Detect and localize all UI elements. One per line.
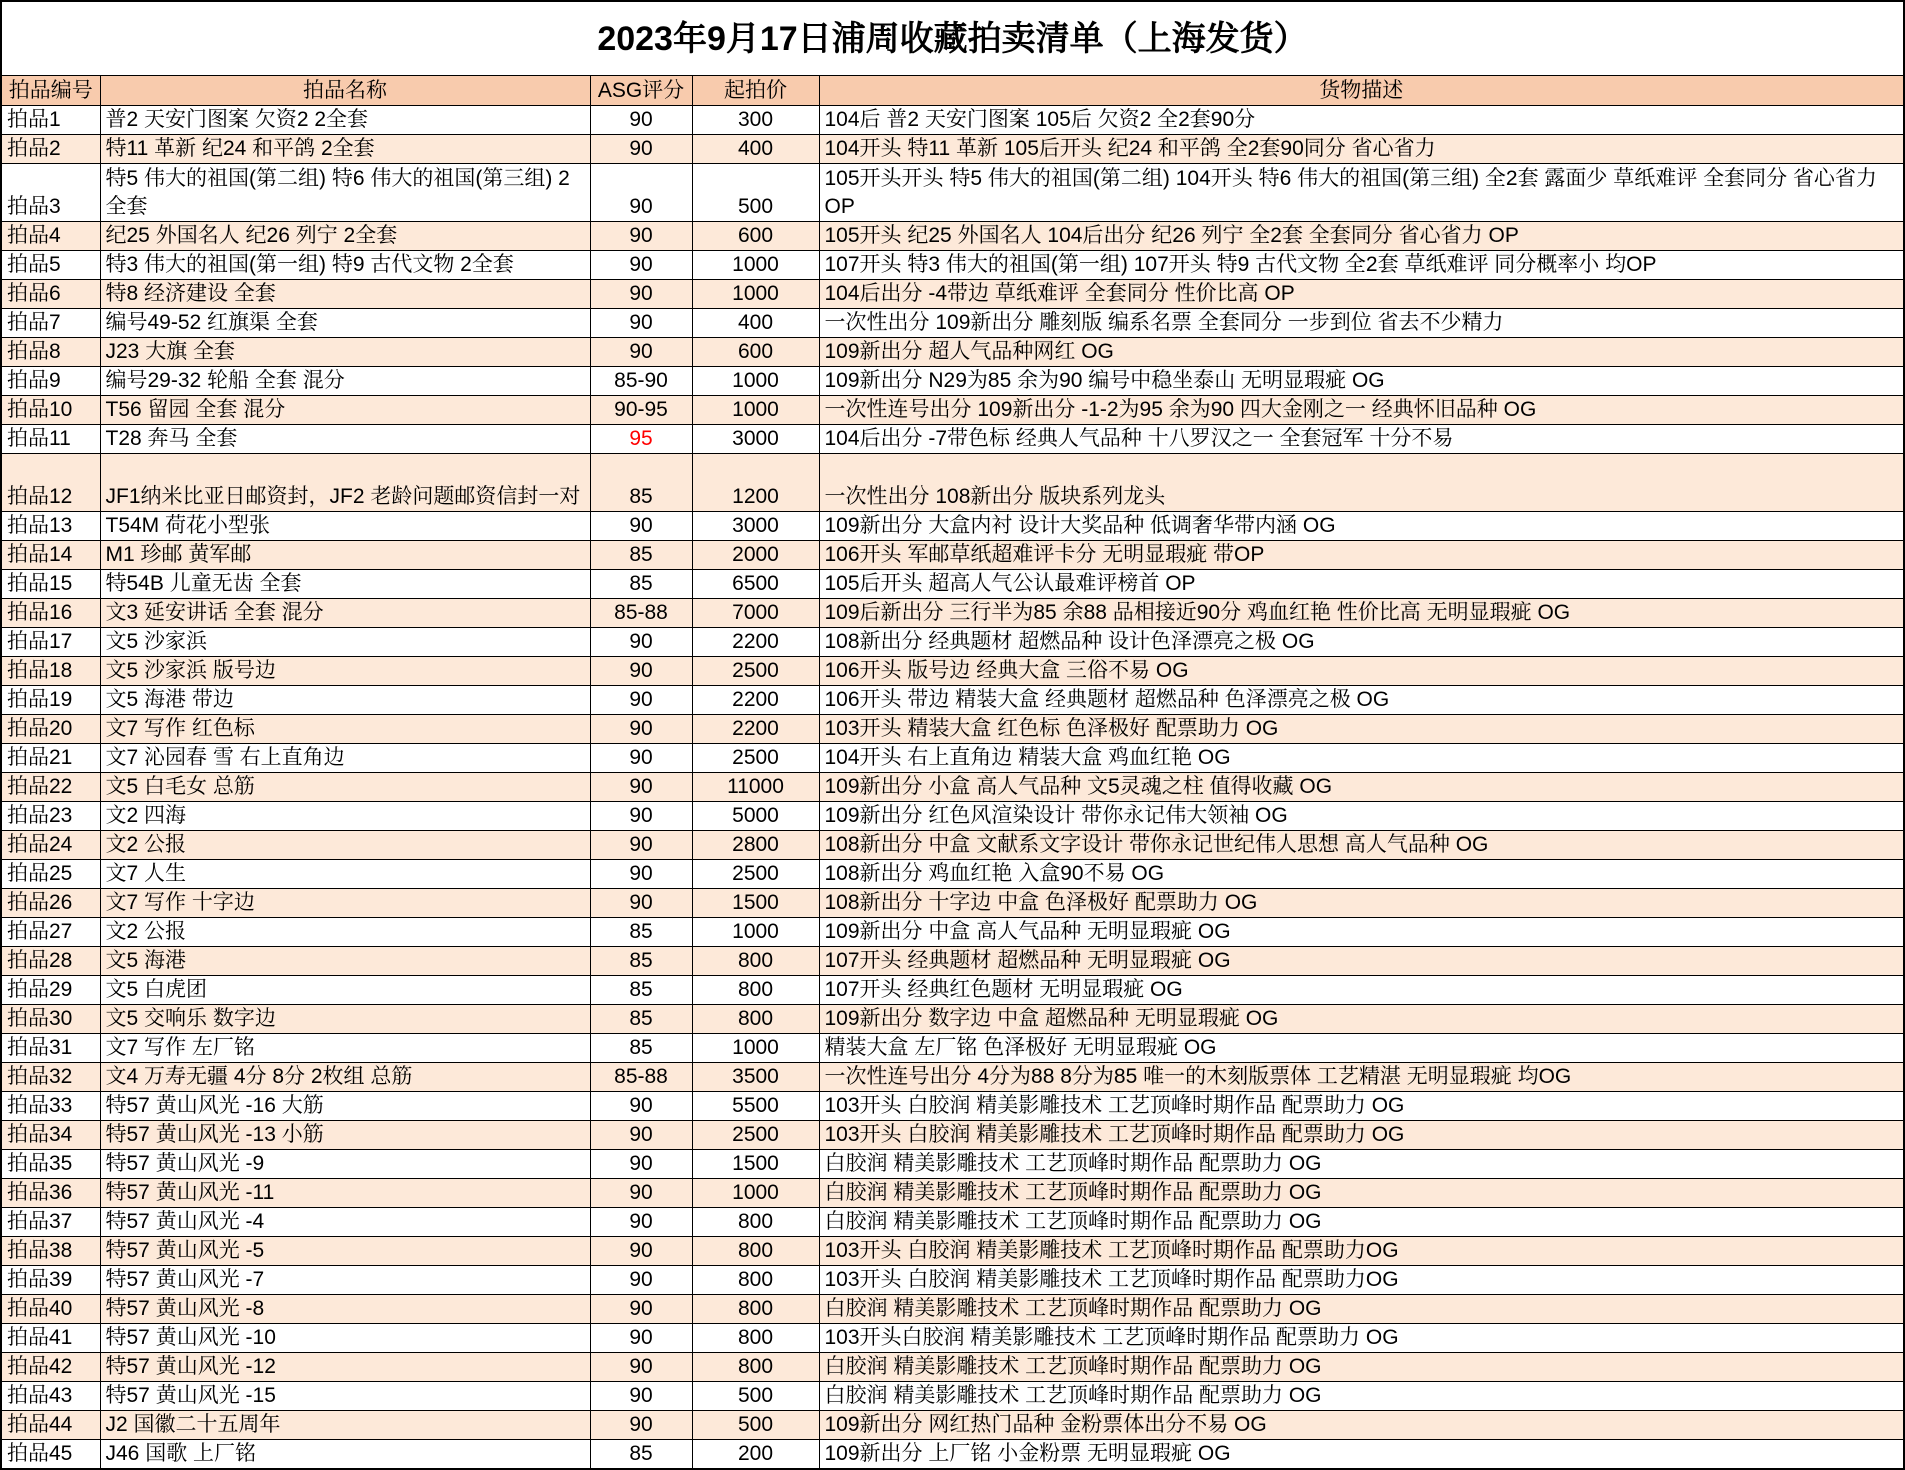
table-row [2, 1352, 1903, 1381]
cell-score: 90 [590, 1207, 692, 1236]
table-row [2, 134, 1903, 163]
cell-score: 90 [590, 888, 692, 917]
cell-name: 文5 交响乐 数字边 [100, 1004, 590, 1033]
cell-score: 90 [590, 1265, 692, 1294]
header-price: 起拍价 [692, 76, 819, 105]
cell-price: 2500 [692, 656, 819, 685]
cell-desc: 104后出分 -7带色标 经典人气品种 十八罗汉之一 全套冠军 十分不易 [819, 424, 1903, 453]
cell-desc: 109新出分 小盒 高人气品种 文5灵魂之柱 值得收藏 OG [819, 772, 1903, 801]
table-row [2, 453, 1903, 511]
table-row [2, 163, 1903, 221]
cell-score: 90 [590, 1120, 692, 1149]
cell-price: 800 [692, 1323, 819, 1352]
cell-name: 文7 沁园春 雪 右上直角边 [100, 743, 590, 772]
table-row [2, 1178, 1903, 1207]
cell-id: 拍品35 [2, 1149, 100, 1178]
sheet-title: 2023年9月17日浦周收藏拍卖清单（上海发货） [2, 2, 1903, 76]
cell-name: M1 珍邮 黄军邮 [100, 540, 590, 569]
table-row [2, 1381, 1903, 1410]
cell-id: 拍品12 [2, 453, 100, 511]
table-row [2, 221, 1903, 250]
table-row [2, 1062, 1903, 1091]
table-row [2, 308, 1903, 337]
cell-id: 拍品3 [2, 163, 100, 221]
cell-desc: 白胶润 精美影雕技术 工艺顶峰时期作品 配票助力 OG [819, 1178, 1903, 1207]
cell-score: 85 [590, 1004, 692, 1033]
cell-id: 拍品9 [2, 366, 100, 395]
cell-name: 特57 黄山风光 -16 大筋 [100, 1091, 590, 1120]
cell-id: 拍品41 [2, 1323, 100, 1352]
cell-score: 90 [590, 163, 692, 221]
cell-score: 90 [590, 1091, 692, 1120]
cell-score: 90 [590, 134, 692, 163]
cell-name: 文5 海港 [100, 946, 590, 975]
cell-name: 文2 公报 [100, 917, 590, 946]
cell-desc: 106开头 带边 精装大盒 经典题材 超燃品种 色泽漂亮之极 OG [819, 685, 1903, 714]
cell-id: 拍品13 [2, 511, 100, 540]
cell-id: 拍品32 [2, 1062, 100, 1091]
cell-name: 纪25 外国名人 纪26 列宁 2全套 [100, 221, 590, 250]
cell-desc: 104开头 右上直角边 精装大盒 鸡血红艳 OG [819, 743, 1903, 772]
cell-name: 文7 人生 [100, 859, 590, 888]
table-row [2, 569, 1903, 598]
cell-id: 拍品30 [2, 1004, 100, 1033]
table-row [2, 395, 1903, 424]
table-row [2, 772, 1903, 801]
cell-id: 拍品22 [2, 772, 100, 801]
cell-price: 2200 [692, 685, 819, 714]
cell-score: 90 [590, 859, 692, 888]
cell-name: 特57 黄山风光 -4 [100, 1207, 590, 1236]
auction-table [2, 76, 1903, 1469]
cell-price: 600 [692, 337, 819, 366]
cell-name: 特5 伟大的祖国(第二组) 特6 伟大的祖国(第三组) 2全套 [100, 163, 590, 221]
table-row [2, 830, 1903, 859]
cell-price: 800 [692, 1294, 819, 1323]
cell-price: 1000 [692, 1033, 819, 1062]
table-row [2, 1323, 1903, 1352]
cell-id: 拍品42 [2, 1352, 100, 1381]
cell-name: 特57 黄山风光 -9 [100, 1149, 590, 1178]
cell-desc: 104后 普2 天安门图案 105后 欠资2 全2套90分 [819, 105, 1903, 134]
cell-id: 拍品2 [2, 134, 100, 163]
cell-name: 特8 经济建设 全套 [100, 279, 590, 308]
cell-price: 7000 [692, 598, 819, 627]
table-row [2, 801, 1903, 830]
cell-desc: 109新出分 大盒内衬 设计大奖品种 低调奢华带内涵 OG [819, 511, 1903, 540]
cell-score: 90 [590, 743, 692, 772]
cell-desc: 白胶润 精美影雕技术 工艺顶峰时期作品 配票助力 OG [819, 1352, 1903, 1381]
cell-id: 拍品36 [2, 1178, 100, 1207]
cell-score: 85 [590, 1033, 692, 1062]
table-row [2, 1149, 1903, 1178]
cell-score: 95 [590, 424, 692, 453]
header-desc: 货物描述 [819, 76, 1903, 105]
cell-desc: 一次性出分 108新出分 版块系列龙头 [819, 453, 1903, 511]
cell-score: 90 [590, 511, 692, 540]
cell-id: 拍品44 [2, 1410, 100, 1439]
cell-desc: 107开头 特3 伟大的祖国(第一组) 107开头 特9 古代文物 全2套 草纸难评 同分概率小 均OP [819, 250, 1903, 279]
cell-score: 85 [590, 453, 692, 511]
cell-price: 1200 [692, 453, 819, 511]
cell-price: 1000 [692, 395, 819, 424]
cell-score: 90 [590, 1294, 692, 1323]
cell-price: 300 [692, 105, 819, 134]
cell-id: 拍品14 [2, 540, 100, 569]
cell-name: 普2 天安门图案 欠资2 2全套 [100, 105, 590, 134]
cell-id: 拍品45 [2, 1439, 100, 1468]
cell-price: 2200 [692, 627, 819, 656]
cell-score: 85 [590, 946, 692, 975]
cell-desc: 108新出分 经典题材 超燃品种 设计色泽漂亮之极 OG [819, 627, 1903, 656]
cell-desc: 105开头开头 特5 伟大的祖国(第二组) 104开头 特6 伟大的祖国(第三组) 全2套 露面少 草纸难评 全套同分 省心省力 OP [819, 163, 1903, 221]
cell-score: 90 [590, 250, 692, 279]
cell-score: 90 [590, 1236, 692, 1265]
cell-price: 400 [692, 134, 819, 163]
table-row [2, 743, 1903, 772]
cell-name: 文5 白虎团 [100, 975, 590, 1004]
cell-price: 5000 [692, 801, 819, 830]
cell-score: 90 [590, 221, 692, 250]
table-row [2, 1439, 1903, 1468]
table-row [2, 1265, 1903, 1294]
cell-price: 3500 [692, 1062, 819, 1091]
cell-score: 90 [590, 105, 692, 134]
cell-price: 1500 [692, 1149, 819, 1178]
cell-score: 85-88 [590, 598, 692, 627]
cell-id: 拍品24 [2, 830, 100, 859]
cell-name: T54M 荷花小型张 [100, 511, 590, 540]
cell-id: 拍品28 [2, 946, 100, 975]
cell-name: 特57 黄山风光 -12 [100, 1352, 590, 1381]
cell-desc: 109新出分 红色风渲染设计 带你永记伟大领袖 OG [819, 801, 1903, 830]
cell-name: J2 国徽二十五周年 [100, 1410, 590, 1439]
cell-desc: 106开头 军邮草纸超难评卡分 无明显瑕疵 带OP [819, 540, 1903, 569]
cell-name: 文2 四海 [100, 801, 590, 830]
cell-name: 特11 革新 纪24 和平鸽 2全套 [100, 134, 590, 163]
cell-id: 拍品7 [2, 308, 100, 337]
cell-score: 85 [590, 1439, 692, 1468]
cell-desc: 107开头 经典题材 超燃品种 无明显瑕疵 OG [819, 946, 1903, 975]
cell-score: 90 [590, 337, 692, 366]
cell-id: 拍品17 [2, 627, 100, 656]
cell-desc: 109新出分 N29为85 余为90 编号中稳坐泰山 无明显瑕疵 OG [819, 366, 1903, 395]
table-row [2, 1004, 1903, 1033]
cell-name: 文5 沙家浜 [100, 627, 590, 656]
cell-id: 拍品27 [2, 917, 100, 946]
cell-price: 800 [692, 1352, 819, 1381]
table-row [2, 714, 1903, 743]
cell-price: 11000 [692, 772, 819, 801]
cell-price: 500 [692, 163, 819, 221]
cell-desc: 103开头 白胶润 精美影雕技术 工艺顶峰时期作品 配票助力OG [819, 1265, 1903, 1294]
cell-name: 特57 黄山风光 -8 [100, 1294, 590, 1323]
cell-price: 2200 [692, 714, 819, 743]
cell-price: 800 [692, 1265, 819, 1294]
cell-price: 5500 [692, 1091, 819, 1120]
cell-score: 85-90 [590, 366, 692, 395]
cell-price: 200 [692, 1439, 819, 1468]
cell-id: 拍品11 [2, 424, 100, 453]
table-row [2, 975, 1903, 1004]
cell-price: 3000 [692, 424, 819, 453]
table-row [2, 859, 1903, 888]
cell-score: 90 [590, 1410, 692, 1439]
cell-desc: 109新出分 数字边 中盒 超燃品种 无明显瑕疵 OG [819, 1004, 1903, 1033]
cell-id: 拍品26 [2, 888, 100, 917]
table-row [2, 656, 1903, 685]
table-row [2, 917, 1903, 946]
cell-name: 文5 沙家浜 版号边 [100, 656, 590, 685]
cell-score: 90 [590, 1323, 692, 1352]
cell-score: 90 [590, 1178, 692, 1207]
cell-price: 400 [692, 308, 819, 337]
cell-id: 拍品8 [2, 337, 100, 366]
cell-desc: 白胶润 精美影雕技术 工艺顶峰时期作品 配票助力 OG [819, 1381, 1903, 1410]
cell-score: 90 [590, 714, 692, 743]
cell-desc: 106开头 版号边 经典大盒 三俗不易 OG [819, 656, 1903, 685]
cell-name: 文7 写作 红色标 [100, 714, 590, 743]
cell-id: 拍品33 [2, 1091, 100, 1120]
table-row [2, 1294, 1903, 1323]
table-row [2, 1410, 1903, 1439]
cell-id: 拍品39 [2, 1265, 100, 1294]
cell-price: 500 [692, 1410, 819, 1439]
cell-name: 特57 黄山风光 -13 小筋 [100, 1120, 590, 1149]
cell-id: 拍品10 [2, 395, 100, 424]
cell-id: 拍品1 [2, 105, 100, 134]
cell-id: 拍品6 [2, 279, 100, 308]
cell-desc: 一次性连号出分 109新出分 -1-2为95 余为90 四大金刚之一 经典怀旧品种 OG [819, 395, 1903, 424]
cell-score: 90 [590, 801, 692, 830]
table-row [2, 105, 1903, 134]
cell-name: 文7 写作 十字边 [100, 888, 590, 917]
cell-name: 文4 万寿无疆 4分 8分 2枚组 总筋 [100, 1062, 590, 1091]
cell-price: 1000 [692, 1178, 819, 1207]
cell-score: 90 [590, 830, 692, 859]
table-row [2, 1207, 1903, 1236]
header-row [2, 76, 1903, 105]
cell-name: 特57 黄山风光 -5 [100, 1236, 590, 1265]
cell-name: 特57 黄山风光 -11 [100, 1178, 590, 1207]
cell-price: 800 [692, 975, 819, 1004]
table-row [2, 279, 1903, 308]
cell-name: 编号29-32 轮船 全套 混分 [100, 366, 590, 395]
cell-id: 拍品19 [2, 685, 100, 714]
table-row [2, 1033, 1903, 1062]
cell-name: 文2 公报 [100, 830, 590, 859]
cell-name: 特54B 儿童无齿 全套 [100, 569, 590, 598]
cell-desc: 109新出分 上厂铭 小金粉票 无明显瑕疵 OG [819, 1439, 1903, 1468]
table-row [2, 598, 1903, 627]
cell-id: 拍品25 [2, 859, 100, 888]
cell-id: 拍品23 [2, 801, 100, 830]
cell-name: J46 国歌 上厂铭 [100, 1439, 590, 1468]
header-name: 拍品名称 [100, 76, 590, 105]
cell-desc: 一次性出分 109新出分 雕刻版 编系名票 全套同分 一步到位 省去不少精力 [819, 308, 1903, 337]
cell-desc: 白胶润 精美影雕技术 工艺顶峰时期作品 配票助力 OG [819, 1149, 1903, 1178]
table-row [2, 1236, 1903, 1265]
cell-price: 800 [692, 1236, 819, 1265]
cell-id: 拍品34 [2, 1120, 100, 1149]
cell-desc: 104后出分 -4带边 草纸难评 全套同分 性价比高 OP [819, 279, 1903, 308]
cell-score: 85 [590, 917, 692, 946]
cell-price: 1000 [692, 279, 819, 308]
cell-price: 1000 [692, 366, 819, 395]
cell-score: 85-88 [590, 1062, 692, 1091]
cell-id: 拍品16 [2, 598, 100, 627]
cell-id: 拍品38 [2, 1236, 100, 1265]
cell-score: 90-95 [590, 395, 692, 424]
cell-name: 特3 伟大的祖国(第一组) 特9 古代文物 2全套 [100, 250, 590, 279]
cell-score: 90 [590, 1381, 692, 1410]
cell-score: 85 [590, 540, 692, 569]
cell-id: 拍品18 [2, 656, 100, 685]
cell-price: 500 [692, 1381, 819, 1410]
cell-desc: 103开头白胶润 精美影雕技术 工艺顶峰时期作品 配票助力 OG [819, 1323, 1903, 1352]
table-row [2, 946, 1903, 975]
cell-desc: 109新出分 网红热门品种 金粉票体出分不易 OG [819, 1410, 1903, 1439]
table-row [2, 366, 1903, 395]
cell-desc: 109新出分 中盒 高人气品种 无明显瑕疵 OG [819, 917, 1903, 946]
table-row [2, 511, 1903, 540]
cell-desc: 105后开头 超高人气公认最难评榜首 OP [819, 569, 1903, 598]
cell-score: 90 [590, 656, 692, 685]
cell-id: 拍品15 [2, 569, 100, 598]
cell-score: 90 [590, 279, 692, 308]
cell-id: 拍品31 [2, 1033, 100, 1062]
cell-score: 90 [590, 627, 692, 656]
cell-price: 800 [692, 1004, 819, 1033]
cell-price: 2500 [692, 1120, 819, 1149]
header-score: ASG评分 [590, 76, 692, 105]
cell-price: 600 [692, 221, 819, 250]
cell-name: 特57 黄山风光 -15 [100, 1381, 590, 1410]
table-row [2, 685, 1903, 714]
cell-id: 拍品20 [2, 714, 100, 743]
table-row [2, 250, 1903, 279]
table-row [2, 424, 1903, 453]
cell-name: T28 奔马 全套 [100, 424, 590, 453]
table-row [2, 540, 1903, 569]
cell-desc: 108新出分 中盒 文献系文字设计 带你永记世纪伟人思想 高人气品种 OG [819, 830, 1903, 859]
cell-price: 6500 [692, 569, 819, 598]
cell-id: 拍品4 [2, 221, 100, 250]
table-row [2, 888, 1903, 917]
cell-price: 800 [692, 946, 819, 975]
table-row [2, 1091, 1903, 1120]
cell-desc: 109后新出分 三行半为85 余88 品相接近90分 鸡血红艳 性价比高 无明显瑕疵 OG [819, 598, 1903, 627]
cell-score: 85 [590, 569, 692, 598]
cell-score: 90 [590, 685, 692, 714]
cell-name: JF1纳米比亚日邮资封，JF2 老龄问题邮资信封一对 [100, 453, 590, 511]
cell-desc: 108新出分 鸡血红艳 入盒90不易 OG [819, 859, 1903, 888]
cell-desc: 白胶润 精美影雕技术 工艺顶峰时期作品 配票助力 OG [819, 1207, 1903, 1236]
cell-price: 800 [692, 1207, 819, 1236]
cell-id: 拍品5 [2, 250, 100, 279]
cell-name: 文3 延安讲话 全套 混分 [100, 598, 590, 627]
cell-name: 特57 黄山风光 -10 [100, 1323, 590, 1352]
cell-desc: 103开头 白胶润 精美影雕技术 工艺顶峰时期作品 配票助力 OG [819, 1091, 1903, 1120]
cell-price: 2500 [692, 859, 819, 888]
cell-desc: 白胶润 精美影雕技术 工艺顶峰时期作品 配票助力 OG [819, 1294, 1903, 1323]
cell-desc: 103开头 精装大盒 红色标 色泽极好 配票助力 OG [819, 714, 1903, 743]
cell-desc: 108新出分 十字边 中盒 色泽极好 配票助力 OG [819, 888, 1903, 917]
cell-name: 文5 白毛女 总筋 [100, 772, 590, 801]
cell-price: 2000 [692, 540, 819, 569]
table-row [2, 627, 1903, 656]
cell-name: T56 留园 全套 混分 [100, 395, 590, 424]
cell-name: 文7 写作 左厂铭 [100, 1033, 590, 1062]
cell-score: 90 [590, 1149, 692, 1178]
cell-price: 1500 [692, 888, 819, 917]
cell-desc: 109新出分 超人气品种网红 OG [819, 337, 1903, 366]
cell-id: 拍品21 [2, 743, 100, 772]
cell-id: 拍品37 [2, 1207, 100, 1236]
cell-price: 2500 [692, 743, 819, 772]
cell-desc: 精装大盒 左厂铭 色泽极好 无明显瑕疵 OG [819, 1033, 1903, 1062]
header-id: 拍品编号 [2, 76, 100, 105]
cell-desc: 104开头 特11 革新 105后开头 纪24 和平鸽 全2套90同分 省心省力 [819, 134, 1903, 163]
cell-score: 85 [590, 975, 692, 1004]
cell-id: 拍品40 [2, 1294, 100, 1323]
cell-desc: 103开头 白胶润 精美影雕技术 工艺顶峰时期作品 配票助力OG [819, 1236, 1903, 1265]
cell-id: 拍品29 [2, 975, 100, 1004]
cell-desc: 105开头 纪25 外国名人 104后出分 纪26 列宁 全2套 全套同分 省心省力 OP [819, 221, 1903, 250]
cell-name: 文5 海港 带边 [100, 685, 590, 714]
cell-name: 编号49-52 红旗渠 全套 [100, 308, 590, 337]
cell-score: 90 [590, 772, 692, 801]
cell-score: 90 [590, 1352, 692, 1381]
cell-desc: 107开头 经典红色题材 无明显瑕疵 OG [819, 975, 1903, 1004]
table-row [2, 1120, 1903, 1149]
cell-id: 拍品43 [2, 1381, 100, 1410]
cell-name: J23 大旗 全套 [100, 337, 590, 366]
cell-price: 1000 [692, 917, 819, 946]
cell-price: 1000 [692, 250, 819, 279]
table-body [2, 105, 1903, 1468]
cell-price: 2800 [692, 830, 819, 859]
cell-name: 特57 黄山风光 -7 [100, 1265, 590, 1294]
cell-score: 90 [590, 308, 692, 337]
cell-desc: 103开头 白胶润 精美影雕技术 工艺顶峰时期作品 配票助力 OG [819, 1120, 1903, 1149]
cell-price: 3000 [692, 511, 819, 540]
cell-desc: 一次性连号出分 4分为88 8分为85 唯一的木刻版票体 工艺精湛 无明显瑕疵 均OG [819, 1062, 1903, 1091]
table-row [2, 337, 1903, 366]
